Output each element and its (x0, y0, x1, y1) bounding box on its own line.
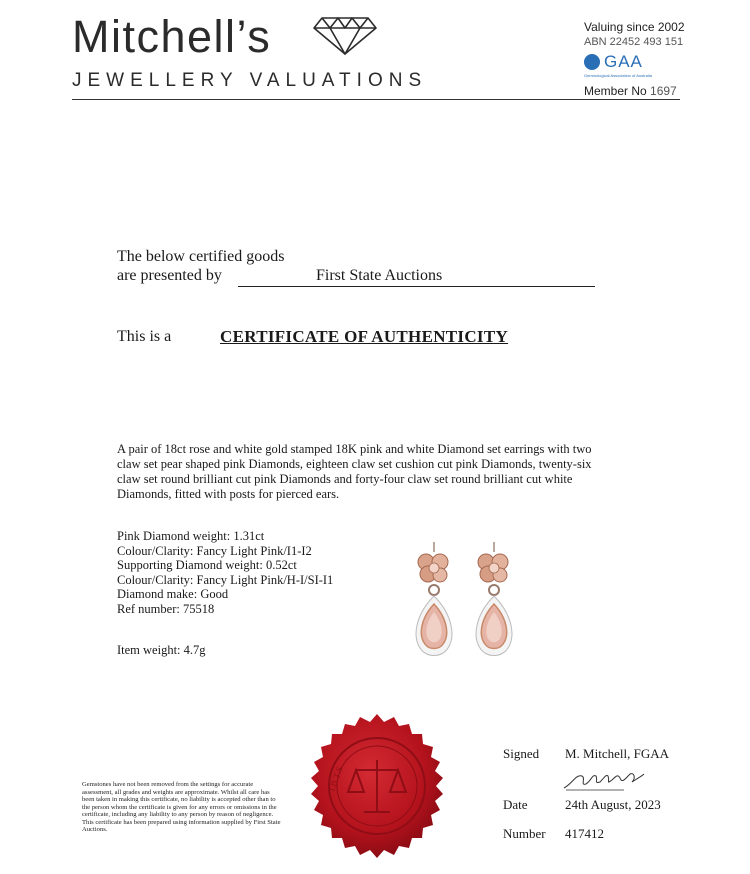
member-number (584, 84, 685, 98)
earring-right (476, 542, 512, 656)
item-weight: Item weight: 4.7g (117, 643, 206, 657)
spec-line: Ref number: 75518 (117, 601, 215, 616)
specs-list (117, 529, 333, 616)
presenter-underline (238, 286, 595, 287)
presenter-name: First State Auctions (316, 267, 443, 284)
brand-tagline: JEWELLERY VALUATIONS (72, 70, 428, 91)
spec-line: Pink Diamond weight: 1.31ct (117, 529, 265, 543)
certificate-prefix: This is a (117, 328, 172, 345)
earrings-photo (390, 540, 538, 670)
gaa-globe-icon (584, 54, 600, 70)
spec-line: Colour/Clarity: Fancy Light Pink/I1-I2 (117, 543, 312, 558)
diamond-logo-icon (312, 14, 378, 56)
intro-line-1: The below certified goods (117, 248, 285, 265)
date-label: Date (503, 797, 528, 812)
svg-text:I.B.T.S: I.B.T.S (326, 765, 345, 793)
valuing-since: Valuing since 2002 (584, 20, 685, 34)
certificate-title: CERTIFICATE OF AUTHENTICITY (220, 327, 509, 346)
date-value: 24th August, 2023 (565, 797, 661, 812)
handwritten-signature (562, 768, 646, 792)
gaa-badge (584, 52, 685, 72)
item-description: A pair of 18ct rose and white gold stamped 18K pink and white Diamond set earrings with two claw set pear shaped pink Diamonds, eighteen claw set cushion cut pink Diamonds, twenty-six claw set round brilliant cut pink Diamonds and forty-four claw set round brilliant cut white Diamonds, fitted with posts for pierced ears. (117, 442, 592, 501)
header-divider (72, 99, 680, 100)
spec-line: Diamond make: Good (117, 587, 229, 601)
gaa-subtitle: Gemmological Association of Australia (584, 73, 652, 78)
number-label: Number (503, 826, 546, 841)
brand-name: Mitchell’s (72, 11, 272, 62)
intro-line-2: are presented by (117, 267, 222, 284)
spec-line: Supporting Diamond weight: 0.52ct (117, 558, 297, 572)
gaa-label: GAA (604, 52, 643, 71)
member-label: Member No (584, 84, 647, 98)
wax-seal-icon (304, 712, 450, 862)
abn-number: ABN 22452 493 151 (584, 36, 684, 48)
spec-line: Colour/Clarity: Fancy Light Pink/H-I/SI-I1 (117, 572, 334, 587)
signed-label: Signed (503, 746, 540, 761)
signed-value: M. Mitchell, FGAA (565, 746, 669, 761)
accreditation-block (584, 20, 685, 98)
disclaimer-text: Gemstones have not been removed from the settings for accurate assessment, all grades and weights are approximate. Whilst all care has been taken in making this certificate, no liability is accepted other than to the person whom the certificate is given for any errors or omissions in the certificate, including any liability to any person by reason of negligence. This certificate has been prepared using information supplied by First State Auctions. (82, 781, 281, 833)
earring-left (416, 542, 452, 656)
number-value: 417412 (565, 826, 604, 841)
member-value: 1697 (650, 84, 677, 98)
